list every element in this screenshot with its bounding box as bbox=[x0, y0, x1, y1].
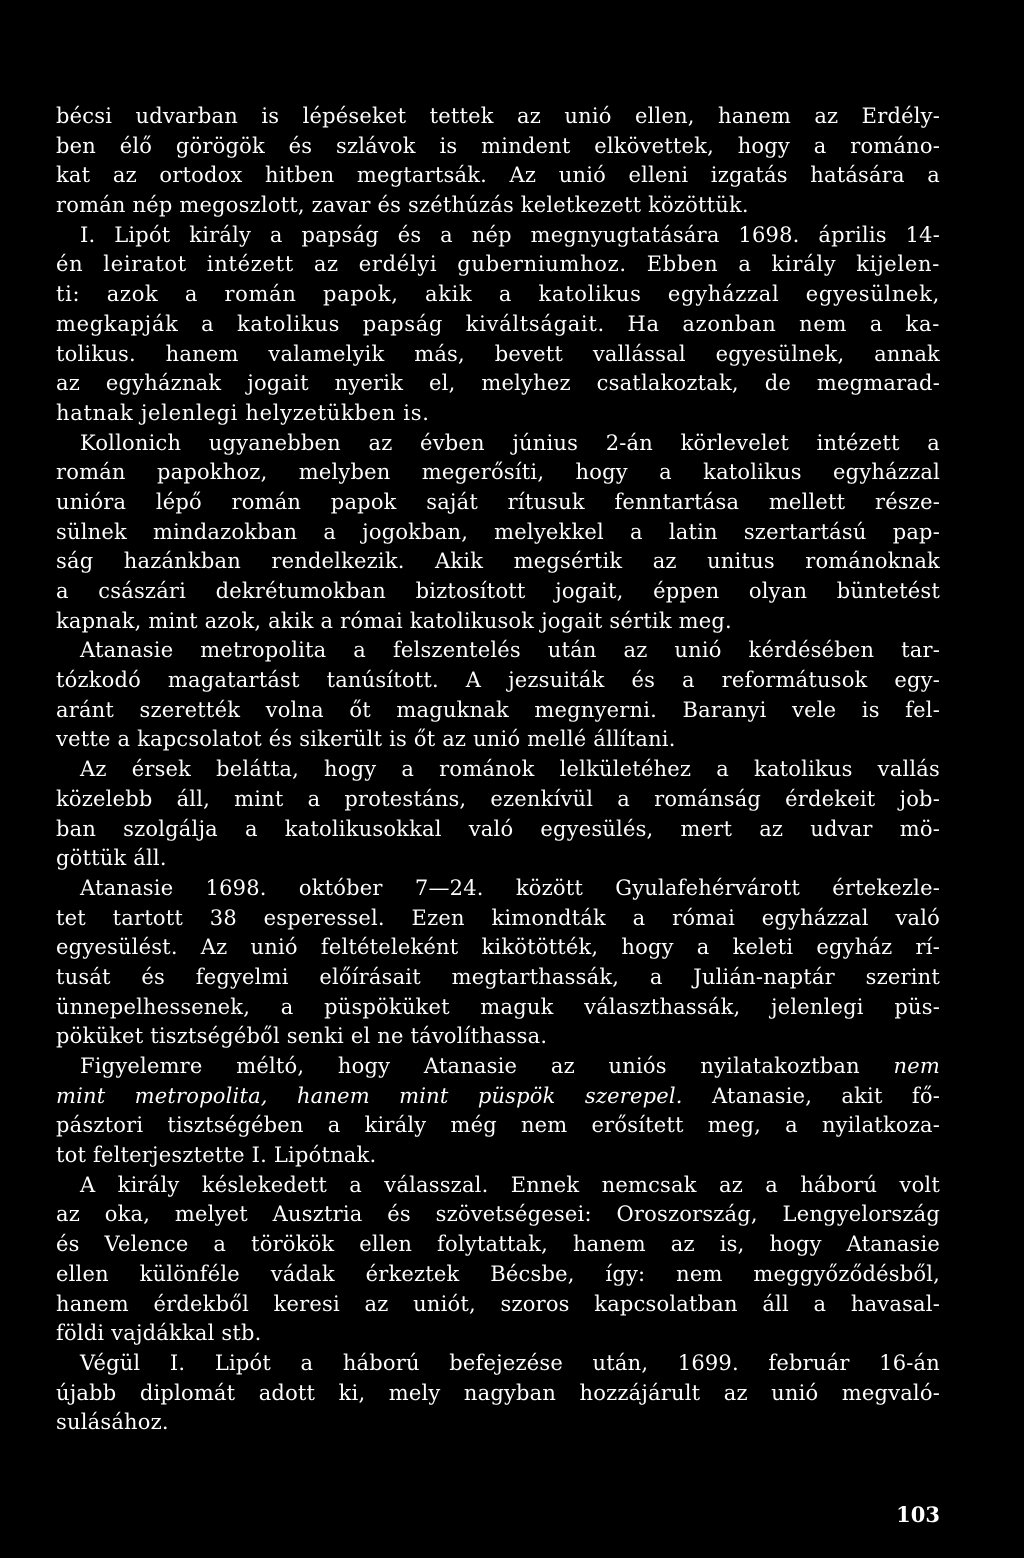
text-line: egyesülést. Az unió feltételeként kikötötték, hogy a keleti egyház rí- bbox=[56, 935, 940, 960]
text-line: tot felterjesztette I. Lipótnak. bbox=[56, 1143, 377, 1168]
page-body bbox=[56, 102, 940, 1438]
text-line: unióra lépő román papok saját rítusuk fenntartása mellett része- bbox=[56, 489, 940, 514]
text-line: pásztori tisztségében a király még nem erősített meg, a nyilatkoza- bbox=[56, 1113, 940, 1138]
text-line: tolikus. hanem valamelyik más, bevett vallással egyesülnek, annak bbox=[56, 341, 940, 366]
text-line: közelebb áll, mint a protestáns, ezenkívül a románság érdekeit job- bbox=[56, 786, 940, 811]
text-line: az egyháznak jogait nyerik el, melyhez csatlakoztak, de megmarad- bbox=[56, 371, 940, 396]
text-line: újabb diplomát adott ki, mely nagyban hozzájárult az unió megvaló- bbox=[56, 1380, 940, 1405]
text-line: sülnek mindazokban a jogokban, melyekkel a latin szertartású pap- bbox=[56, 519, 940, 544]
text-line: aránt szerették volna őt maguknak megnyerni. Baranyi vele is fel- bbox=[56, 697, 940, 722]
text-line: ben élő görögök és szlávok is mindent elkövettek, hogy a románo- bbox=[56, 133, 940, 158]
text-line: tózkodó magatartást tanúsított. A jezsuiták és a reformátusok egy- bbox=[56, 668, 940, 693]
text-line: vette a kapcsolatot és sikerült is őt az unió mellé állítani. bbox=[56, 727, 676, 752]
text-line: Az érsek belátta, hogy a románok lelkületéhez a katolikus vallás bbox=[80, 757, 940, 782]
text-line: Atanasie metropolita a felszentelés után az unió kérdésében tar- bbox=[80, 638, 940, 663]
text-line: tet tartott 38 esperessel. Ezen kimondták a római egyházzal való bbox=[56, 905, 940, 930]
text-line: ti: azok a román papok, akik a katolikus egyházzal egyesülnek, bbox=[56, 282, 940, 307]
text-line: kat az ortodox hitben megtartsák. Az unió elleni izgatás hatására a bbox=[56, 163, 940, 188]
text-line: Kollonich ugyanebben az évben június 2-án körlevelet intézett a bbox=[80, 430, 940, 455]
text-line: ság hazánkban rendelkezik. Akik megsértik az unitus románoknak bbox=[56, 549, 940, 574]
text-italic: mint metropolita, hanem mint püspök szerepel. bbox=[56, 1083, 683, 1108]
text-line: göttük áll. bbox=[56, 846, 167, 871]
text-line: Atanasie 1698. október 7—24. között Gyulafehérvárott értekezle- bbox=[80, 875, 940, 900]
text-line: A király késlekedett a válasszal. Ennek nemcsak az a háború volt bbox=[80, 1172, 940, 1197]
text-line-mixed bbox=[56, 1082, 940, 1112]
text-normal: Atanasie, akit fő- bbox=[711, 1083, 940, 1108]
text-line: ban szolgálja a katolikusokkal való egyesülés, mert az udvar mö- bbox=[56, 816, 940, 841]
text-line: tusát és fegyelmi előírásait megtarthassák, a Julián-naptár szerint bbox=[56, 964, 940, 989]
text-line: ünnepelhessenek, a püspöküket maguk választhassák, jelenlegi püs- bbox=[56, 994, 940, 1019]
text-normal: Figyelemre méltó, hogy Atanasie az uniós nyilatakoztban bbox=[80, 1054, 860, 1078]
text-line: a császári dekrétumokban biztosított jogait, éppen olyan büntetést bbox=[56, 579, 940, 603]
text-line: Végül I. Lipót a háború befejezése után, 1699. február 16-án bbox=[80, 1350, 940, 1375]
text-line: ellen különféle vádak érkeztek Bécsbe, így: nem meggyőződésből, bbox=[56, 1261, 940, 1286]
text-line: kapnak, mint azok, akik a római katolikusok jogait sértik meg. bbox=[56, 608, 732, 633]
text-line: román nép megoszlott, zavar és széthúzás keletkezett közöttük. bbox=[56, 193, 749, 218]
text-italic: nem bbox=[893, 1054, 940, 1078]
text-line: én leiratot intézett az erdélyi guberniumhoz. Ebben a király kijelen- bbox=[56, 252, 940, 277]
text-line: földi vajdákkal stb. bbox=[56, 1321, 262, 1346]
text-line: hatnak jelenlegi helyzetükben is. bbox=[56, 400, 430, 425]
text-line: román papokhoz, melyben megerősíti, hogy a katolikus egyházzal bbox=[56, 460, 940, 485]
page-number: 103 bbox=[896, 1502, 940, 1527]
text-line: megkapják a katolikus papság kiváltságait. Ha azonban nem a ka- bbox=[56, 311, 940, 336]
text-line: az oka, melyet Ausztria és szövetségesei: Oroszország, Lengyelország bbox=[56, 1202, 940, 1227]
text-line: hanem érdekből keresi az uniót, szoros kapcsolatban áll a havasal- bbox=[56, 1291, 940, 1316]
text-line: és Velence a törökök ellen folytattak, hanem az is, hogy Atanasie bbox=[56, 1232, 940, 1257]
text-line: sulásához. bbox=[56, 1410, 169, 1435]
text-line: pöküket tisztségéből senki el ne távolíthassa. bbox=[56, 1024, 548, 1049]
text-line: I. Lipót király a papság és a nép megnyugtatására 1698. április 14- bbox=[80, 222, 940, 247]
text-line: bécsi udvarban is lépéseket tettek az unió ellen, hanem az Erdély- bbox=[56, 104, 940, 128]
text-line-mixed bbox=[56, 1052, 940, 1082]
